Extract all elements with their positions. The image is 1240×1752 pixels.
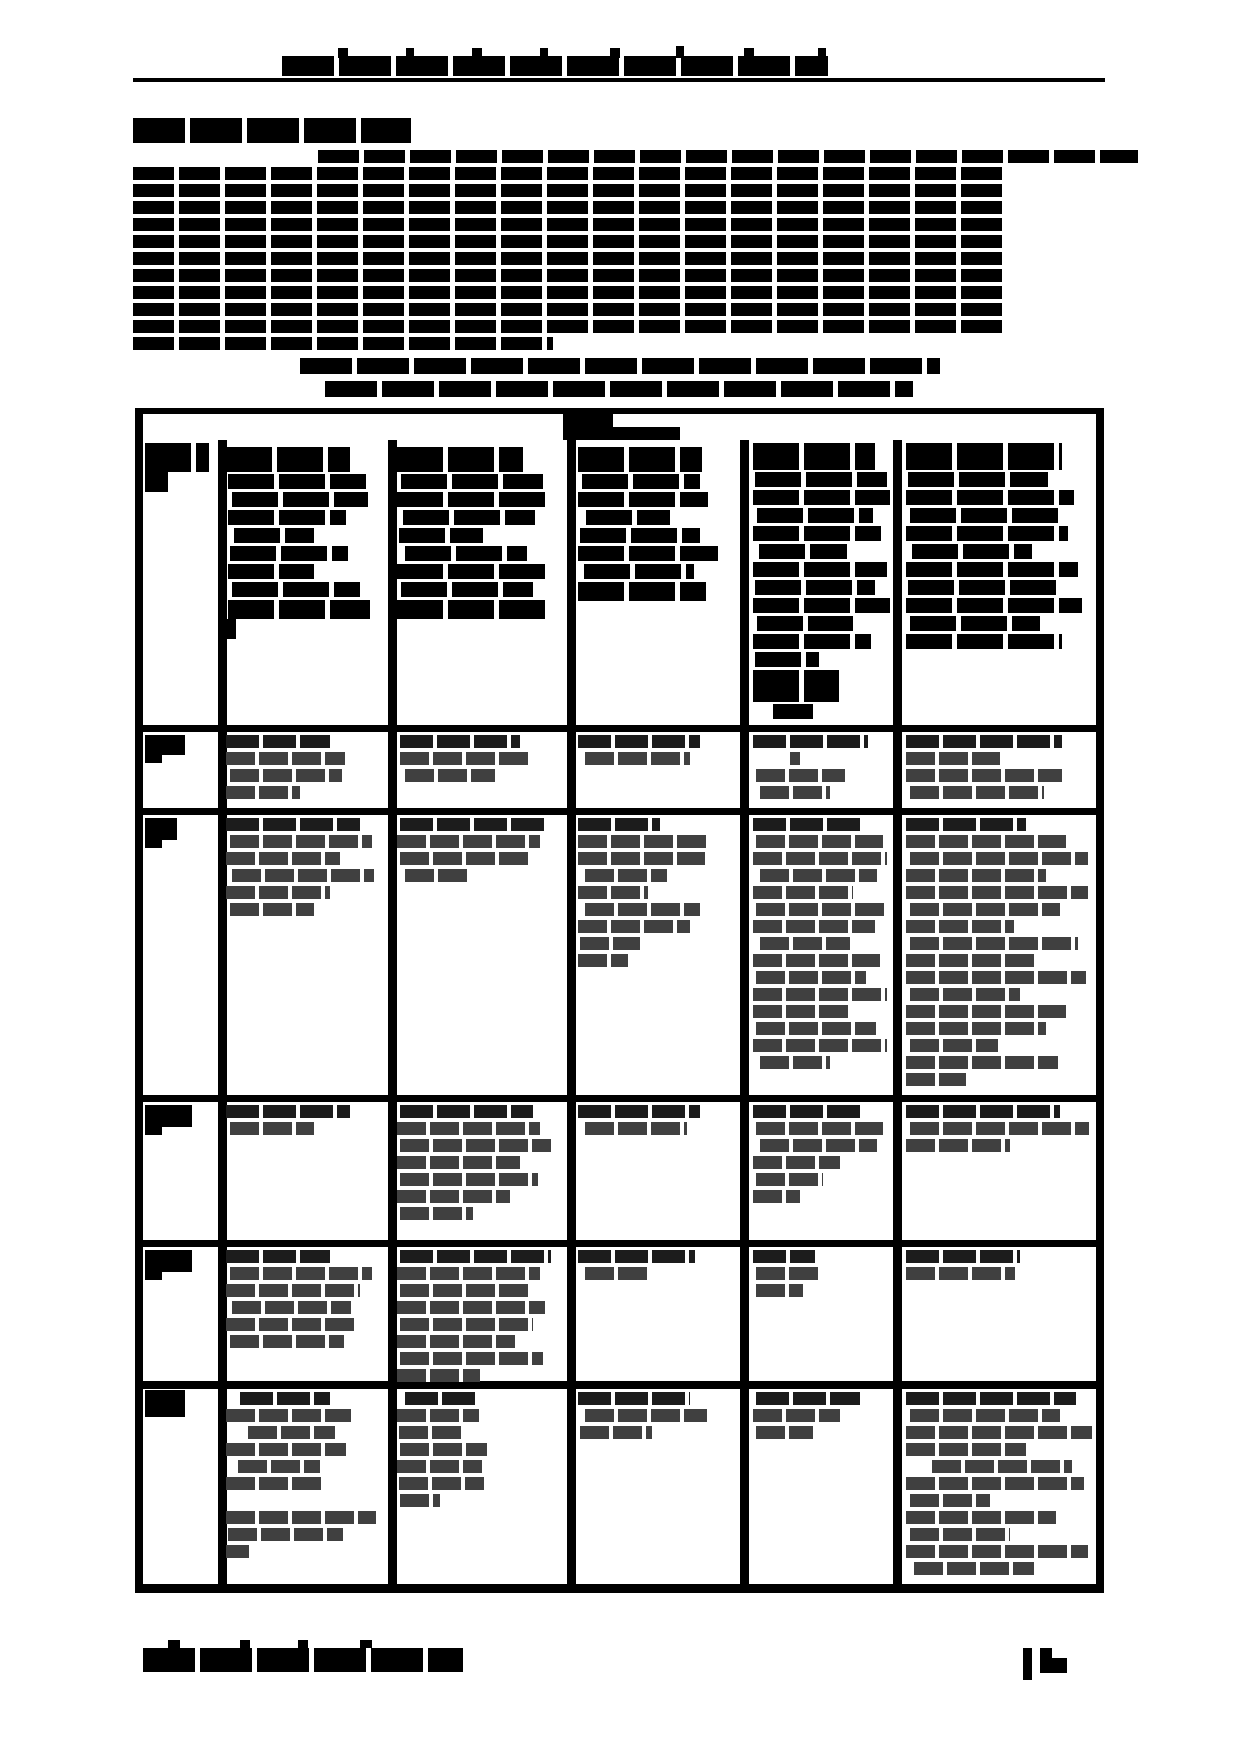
- header-cell-text-c3: [582, 474, 700, 489]
- table-caption-line: [300, 358, 940, 374]
- header-cell-text-c0: [145, 443, 209, 472]
- cell-text-r5c2: [397, 1409, 479, 1422]
- row-label-r2: [145, 818, 177, 840]
- footer-ascender: [360, 1640, 372, 1648]
- cell-text-r2c1: [230, 835, 372, 848]
- header-cell-text-c1: [230, 546, 348, 561]
- cell-text-r5c5: [910, 1494, 990, 1507]
- cell-text-r2c4: [753, 818, 863, 831]
- paragraph-line: [133, 167, 1005, 180]
- cell-text-r5c1: [238, 1460, 320, 1473]
- cell-text-r3c4: [760, 1139, 877, 1152]
- cell-text-r5c2: [399, 1426, 462, 1439]
- running-header-ascender: [472, 48, 482, 58]
- cell-text-r5c2: [399, 1477, 484, 1490]
- header-cell-text-c1: [232, 492, 368, 507]
- cell-text-r4c2: [400, 1250, 551, 1263]
- cell-text-r2c4: [760, 869, 877, 882]
- paragraph-line: [318, 150, 1138, 163]
- cell-text-r2c2: [405, 869, 470, 882]
- cell-text-r1c2: [405, 769, 495, 782]
- cell-text-r2c4: [756, 971, 866, 984]
- table-row-line: [135, 1240, 1104, 1247]
- running-header-text: [282, 56, 828, 76]
- cell-text-r2c3: [578, 852, 705, 865]
- row-label-r5: [145, 1390, 185, 1417]
- footer-ascender: [240, 1640, 250, 1648]
- cell-text-r3c2: [400, 1105, 533, 1118]
- cell-text-r2c5: [906, 818, 1026, 831]
- footer-ascender: [298, 1640, 308, 1648]
- header-cell-text-c4: [755, 652, 819, 667]
- header-cell-text-c1: [228, 564, 314, 579]
- header-cell-text-c4: [755, 472, 887, 487]
- cell-text-r4c1: [232, 1301, 351, 1314]
- cell-text-r2c1: [232, 869, 374, 882]
- cell-text-r1c1: [226, 786, 300, 799]
- cell-text-r4c2: [397, 1335, 515, 1348]
- cell-text-r3c5: [910, 1122, 1089, 1135]
- cell-text-r2c5: [910, 852, 1088, 865]
- cell-text-r4c2: [397, 1369, 480, 1382]
- cell-text-r3c2: [397, 1190, 510, 1203]
- cell-text-r1c4: [756, 769, 845, 782]
- cell-text-r5c1: [226, 1511, 376, 1524]
- header-cell-text-c4: [753, 598, 890, 613]
- cell-text-r2c4: [760, 937, 850, 950]
- running-header-ascender: [610, 48, 620, 58]
- running-header-ascender: [406, 48, 414, 58]
- cell-text-r4c2: [397, 1301, 545, 1314]
- cell-text-r2c3: [578, 835, 708, 848]
- table-caption-line: [325, 381, 913, 397]
- cell-text-r3c5: [906, 1105, 1060, 1118]
- cell-text-r5c5: [932, 1460, 1072, 1473]
- table-column-divider: [388, 440, 397, 1584]
- header-cell-text-c1: [228, 510, 346, 525]
- cell-text-r5c5: [914, 1562, 1034, 1575]
- cell-text-r4c5: [906, 1250, 1020, 1263]
- header-cell-text-c3: [578, 546, 718, 561]
- cell-text-r5c1: [226, 1477, 321, 1490]
- cell-text-r2c4: [753, 1039, 887, 1052]
- cell-text-r1c5: [906, 752, 1000, 765]
- cell-text-r2c5: [906, 971, 1086, 984]
- cell-text-r2c3: [578, 818, 660, 831]
- running-header-ascender: [338, 48, 348, 58]
- header-cell-text-c1: [228, 600, 370, 619]
- header-cell-text-c2: [405, 546, 527, 561]
- table-border-left: [135, 408, 143, 1593]
- header-cell-text-c4: [755, 580, 875, 595]
- cell-text-r4c3: [585, 1267, 647, 1280]
- running-header-ascender: [540, 48, 548, 58]
- header-cell-text-c2: [401, 582, 533, 597]
- cell-text-r4c1: [226, 1250, 330, 1263]
- cell-text-r1c1: [226, 752, 345, 765]
- header-cell-text-c2: [397, 492, 548, 507]
- row-label-r1: [145, 735, 185, 755]
- header-cell-text-c5: [906, 562, 1078, 577]
- cell-text-r2c4: [760, 1056, 830, 1069]
- header-cell-text-c3: [578, 447, 702, 472]
- cell-text-r2c5: [906, 1022, 1046, 1035]
- cell-text-r2c3: [578, 954, 628, 967]
- cell-text-r5c2: [400, 1443, 487, 1456]
- table-column-divider: [567, 440, 576, 1584]
- cell-text-r1c1: [226, 735, 330, 748]
- cell-text-r4c5: [906, 1267, 1015, 1280]
- cell-text-r5c5: [910, 1528, 1010, 1541]
- cell-text-r3c4: [756, 1122, 883, 1135]
- cell-text-r2c5: [906, 835, 1066, 848]
- header-cell-text-c4: [753, 670, 839, 702]
- header-cell-text-c2: [401, 474, 543, 489]
- paragraph-line: [133, 218, 1005, 231]
- cell-text-r4c1: [230, 1267, 372, 1280]
- cell-text-r4c4: [756, 1267, 821, 1280]
- cell-text-r2c5: [910, 988, 1020, 1001]
- header-cell-text-c2: [397, 600, 549, 619]
- cell-text-r5c5: [910, 1409, 1060, 1422]
- footer-text: [143, 1648, 463, 1672]
- header-cell-text-c1: [226, 619, 236, 639]
- header-cell-text-c5: [908, 472, 1048, 487]
- cell-text-r5c2: [397, 1460, 482, 1473]
- cell-text-r5c5: [906, 1545, 1088, 1558]
- cell-text-r3c2: [400, 1207, 473, 1220]
- cell-text-r2c4: [753, 852, 887, 865]
- row-label-r3: [145, 1105, 192, 1127]
- cell-text-r4c2: [400, 1352, 543, 1365]
- cell-text-r5c1: [226, 1545, 249, 1558]
- running-header-ascender: [818, 48, 826, 58]
- paragraph-line: [133, 337, 553, 350]
- header-cell-text-c5: [906, 598, 1082, 613]
- cell-text-r4c4: [753, 1250, 815, 1263]
- cell-text-r5c5: [906, 1392, 1076, 1405]
- cell-text-r3c2: [400, 1173, 538, 1186]
- paragraph-line: [133, 320, 1005, 333]
- header-cell-text-c2: [397, 447, 523, 472]
- cell-text-r3c4: [753, 1105, 860, 1118]
- cell-text-r1c2: [400, 735, 520, 748]
- table-column-divider: [740, 440, 749, 1584]
- cell-text-r2c4: [753, 1005, 849, 1018]
- cell-text-r2c4: [756, 903, 886, 916]
- header-cell-text-c4: [753, 634, 871, 649]
- header-cell-text-c2: [397, 564, 545, 579]
- header-cell-text-c2: [399, 528, 483, 543]
- paragraph-line: [133, 269, 1005, 282]
- cell-text-r1c2: [400, 752, 530, 765]
- table-row-line: [135, 1381, 1104, 1389]
- paragraph-line: [133, 201, 1005, 214]
- row-label-r4: [145, 1272, 162, 1280]
- cell-text-r2c1: [226, 852, 340, 865]
- header-cell-text-c5: [910, 508, 1060, 523]
- table-span-header-text: [563, 414, 613, 427]
- cell-text-r2c5: [906, 920, 1014, 933]
- row-label-r2: [145, 840, 162, 848]
- header-cell-text-c5: [906, 526, 1068, 541]
- cell-text-r1c1: [230, 769, 342, 782]
- paragraph-line: [133, 286, 1005, 299]
- cell-text-r1c3: [578, 735, 700, 748]
- cell-text-r2c2: [397, 835, 540, 848]
- header-cell-text-c3: [580, 528, 700, 543]
- cell-text-r2c4: [753, 920, 875, 933]
- cell-text-r2c4: [753, 954, 880, 967]
- cell-text-r2c5: [910, 1039, 998, 1052]
- cell-text-r2c1: [230, 903, 314, 916]
- cell-text-r3c1: [226, 1105, 350, 1118]
- header-cell-text-c4: [757, 508, 873, 523]
- cell-text-r2c3: [580, 937, 640, 950]
- header-cell-text-c5: [910, 616, 1040, 631]
- cell-text-r5c1: [248, 1426, 335, 1439]
- cell-text-r5c5: [906, 1511, 1056, 1524]
- cell-text-r3c2: [397, 1156, 520, 1169]
- cell-text-r1c3: [585, 752, 690, 765]
- header-cell-text-c4: [753, 443, 875, 470]
- cell-text-r2c3: [578, 886, 648, 899]
- header-cell-text-c4: [753, 490, 890, 505]
- cell-text-r5c4: [756, 1392, 860, 1405]
- header-cell-text-c5: [906, 443, 1062, 470]
- section-heading-text: [133, 118, 411, 143]
- cell-text-r5c4: [756, 1426, 813, 1439]
- header-cell-text-c4: [757, 616, 853, 631]
- cell-text-r2c1: [226, 818, 360, 831]
- cell-text-r3c3: [578, 1105, 700, 1118]
- paragraph-line: [133, 184, 1005, 197]
- cell-text-r3c5: [906, 1139, 1010, 1152]
- cell-text-r4c1: [226, 1318, 355, 1331]
- header-cell-text-c5: [906, 634, 1062, 649]
- cell-text-r2c3: [578, 920, 690, 933]
- header-cell-text-c4: [753, 562, 887, 577]
- cell-text-r1c5: [910, 786, 1044, 799]
- cell-text-r3c2: [400, 1139, 551, 1152]
- cell-text-r5c1: [240, 1392, 330, 1405]
- header-cell-text-c3: [578, 582, 706, 601]
- cell-text-r3c4: [753, 1190, 800, 1203]
- cell-text-r4c4: [756, 1284, 803, 1297]
- header-cell-text-c1: [232, 582, 360, 597]
- cell-text-r1c5: [906, 735, 1062, 748]
- cell-text-r5c4: [753, 1409, 840, 1422]
- cell-text-r4c1: [226, 1284, 360, 1297]
- cell-text-r4c2: [397, 1267, 540, 1280]
- header-cell-text-c3: [586, 510, 670, 525]
- header-cell-text-c4: [753, 526, 881, 541]
- header-cell-text-c5: [908, 580, 1058, 595]
- cell-text-r5c1: [226, 1409, 351, 1422]
- cell-text-r2c5: [906, 886, 1088, 899]
- page-number-digit-2: [1040, 1658, 1067, 1673]
- cell-text-r2c4: [756, 1022, 876, 1035]
- paragraph-line: [133, 235, 1005, 248]
- page-number-digit-2: [1040, 1648, 1052, 1658]
- cell-text-r4c1: [230, 1335, 344, 1348]
- cell-text-r3c2: [397, 1122, 540, 1135]
- cell-text-r2c5: [906, 1073, 966, 1086]
- table-border-top: [135, 408, 1104, 414]
- cell-text-r5c5: [906, 1477, 1084, 1490]
- header-cell-text-c5: [906, 490, 1074, 505]
- cell-text-r3c3: [585, 1122, 687, 1135]
- cell-text-r5c1: [226, 1443, 346, 1456]
- cell-text-r5c5: [906, 1426, 1092, 1439]
- cell-text-r2c5: [906, 954, 1036, 967]
- table-row-line: [135, 808, 1104, 815]
- cell-text-r4c2: [400, 1284, 528, 1297]
- cell-text-r2c3: [585, 869, 667, 882]
- cell-text-r2c3: [585, 903, 700, 916]
- paragraph-line: [133, 252, 1005, 265]
- header-cell-text-c1: [234, 528, 314, 543]
- cell-text-r4c2: [400, 1318, 533, 1331]
- cell-text-r1c4: [790, 752, 800, 765]
- cell-text-r2c5: [906, 869, 1046, 882]
- table-column-divider: [893, 440, 902, 1584]
- running-header-ascender: [676, 46, 684, 58]
- header-cell-text-c1: [226, 447, 350, 472]
- cell-text-r2c2: [400, 852, 528, 865]
- table-row-line: [135, 1095, 1104, 1102]
- row-label-r3: [145, 1127, 162, 1135]
- cell-text-r1c5: [906, 769, 1062, 782]
- header-cell-text-c3: [584, 564, 694, 579]
- cell-text-r2c5: [906, 1056, 1058, 1069]
- table-span-header-text: [563, 427, 680, 440]
- cell-text-r2c1: [226, 886, 330, 899]
- table-border-right: [1096, 408, 1104, 1593]
- header-cell-text-c4: [759, 544, 847, 559]
- running-header-ascender: [744, 48, 754, 58]
- cell-text-r4c3: [578, 1250, 695, 1263]
- footer-ascender: [168, 1640, 180, 1648]
- cell-text-r2c4: [756, 835, 883, 848]
- cell-text-r2c5: [910, 903, 1060, 916]
- header-cell-text-c5: [912, 544, 1032, 559]
- cell-text-r2c4: [753, 886, 853, 899]
- cell-text-r2c4: [753, 988, 887, 1001]
- cell-text-r2c5: [906, 1005, 1066, 1018]
- cell-text-r2c2: [400, 818, 548, 831]
- cell-text-r5c1: [228, 1528, 343, 1541]
- header-cell-text-c0: [145, 472, 168, 492]
- header-cell-text-c2: [403, 510, 535, 525]
- cell-text-r5c5: [906, 1443, 1026, 1456]
- header-rule: [133, 78, 1105, 82]
- cell-text-r5c2: [400, 1494, 440, 1507]
- cell-text-r1c4: [753, 735, 868, 748]
- page-number-digit-1: [1023, 1648, 1032, 1680]
- cell-text-r3c4: [753, 1156, 840, 1169]
- cell-text-r1c4: [760, 786, 830, 799]
- row-label-r1: [145, 755, 162, 763]
- cell-text-r2c5: [910, 937, 1078, 950]
- paragraph-line: [133, 303, 1005, 316]
- header-cell-text-c3: [578, 492, 708, 507]
- cell-text-r5c3: [580, 1426, 652, 1439]
- header-cell-text-c4: [773, 704, 813, 719]
- table-border-bottom: [135, 1584, 1104, 1593]
- cell-text-r5c3: [578, 1392, 690, 1405]
- table-row-line: [135, 725, 1104, 732]
- row-label-r4: [145, 1250, 192, 1272]
- cell-text-r5c2: [405, 1392, 475, 1405]
- cell-text-r5c3: [585, 1409, 707, 1422]
- cell-text-r3c4: [756, 1173, 823, 1186]
- cell-text-r3c1: [230, 1122, 314, 1135]
- header-cell-text-c1: [228, 474, 366, 489]
